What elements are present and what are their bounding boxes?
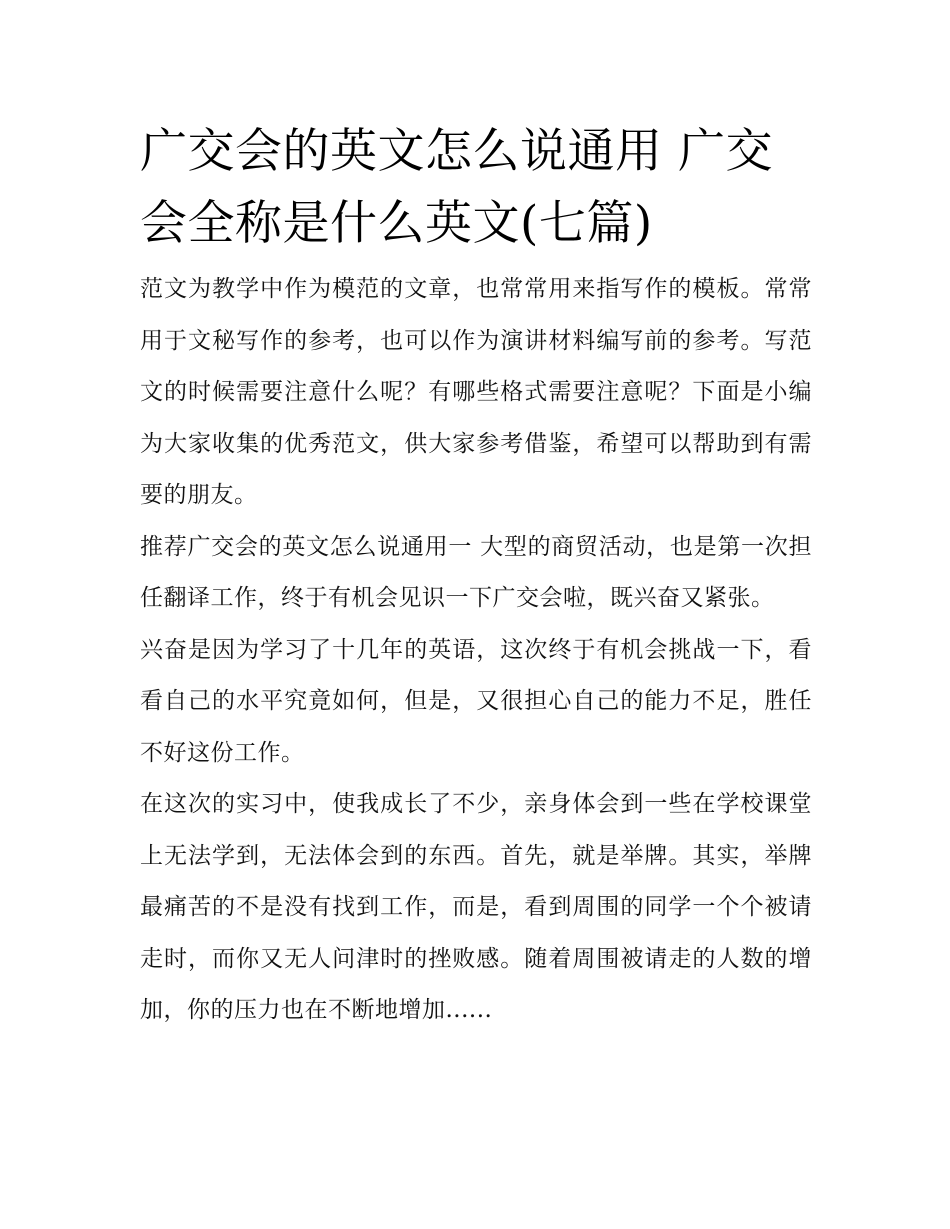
intro-paragraph: 范文为教学中作为模范的文章，也常常用来指写作的模板。常常用于文秘写作的参考，也可以作为演讲材料编写前的参考。写范文的时候需要注意什么呢？有哪些格式需要注意呢？下面是小编为大家收集的优秀范文，供大家参考借鉴，希望可以帮助到有需要的朋友。 — [140, 276, 812, 508]
body-paragraph: 推荐广交会的英文怎么说通用一 大型的商贸活动，也是第一次担任翻译工作，终于有机会见识一下广交会啦，既兴奋又紧张。 — [140, 533, 812, 611]
body-paragraph: 在这次的实习中，使我成长了不少，亲身体会到一些在学校课堂上无法学到，无法体会到的东西。首先，就是举牌。其实，举牌最痛苦的不是没有找到工作，而是，看到周围的同学一个个被请走时，而你又无人问津时的挫败感。随着周围被请走的人数的增加，你的压力也在不断地增加...... — [140, 791, 812, 1023]
document-title: 广交会的英文怎么说通用 广交会全称是什么英文(七篇) — [140, 124, 773, 251]
body-paragraph: 兴奋是因为学习了十几年的英语，这次终于有机会挑战一下，看看自己的水平究竟如何，但是，又很担心自己的能力不足，胜任不好这份工作。 — [140, 636, 812, 766]
document-body — [140, 116, 812, 1037]
